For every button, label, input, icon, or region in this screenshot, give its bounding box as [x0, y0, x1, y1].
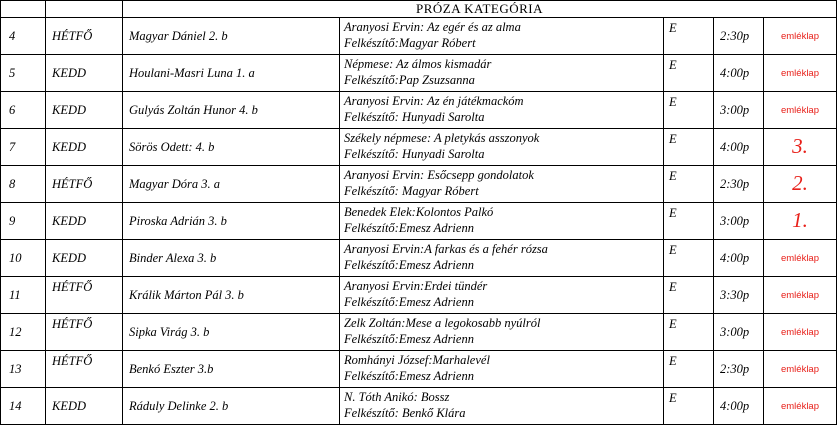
- category-code: E: [664, 240, 714, 277]
- teacher-name: Felkészítő: Benkő Klára: [344, 406, 466, 420]
- teacher-name: Felkészítő:Magyar Róbert: [344, 36, 476, 50]
- contestant-name: Benkó Eszter 3.b: [123, 351, 340, 388]
- piece-title: Székely népmese: A pletykás asszonyok: [344, 131, 540, 145]
- category-code: E: [664, 55, 714, 92]
- piece-cell: [340, 203, 664, 240]
- table-row: [1, 240, 837, 277]
- table-row: [1, 314, 837, 351]
- table-row: [1, 55, 837, 92]
- piece-title: Aranyosi Ervin: Az egér és az alma: [344, 20, 521, 34]
- performance-time: 4:00p: [714, 129, 764, 166]
- row-number: 8: [1, 166, 46, 203]
- teacher-name: Felkészítő:Pap Zsuzsanna: [344, 73, 475, 87]
- teacher-name: Felkészítő: Magyar Róbert: [344, 184, 479, 198]
- result-cell: [764, 240, 837, 277]
- performance-time: 3:00p: [714, 314, 764, 351]
- contestant-name: Ráduly Delinke 2. b: [123, 388, 340, 425]
- performance-time: 3:00p: [714, 92, 764, 129]
- row-number: 4: [1, 18, 46, 55]
- result-cell: [764, 92, 837, 129]
- table-row: [1, 166, 837, 203]
- performance-time: 3:00p: [714, 203, 764, 240]
- performance-time: 4:00p: [714, 388, 764, 425]
- category-code: E: [664, 388, 714, 425]
- category-code: E: [664, 166, 714, 203]
- contestant-name: Binder Alexa 3. b: [123, 240, 340, 277]
- teacher-name: Felkészítő: Hunyadi Sarolta: [344, 110, 485, 124]
- piece-cell: [340, 129, 664, 166]
- result-value: 1.: [792, 207, 808, 232]
- table-row: [1, 203, 837, 240]
- piece-cell: [340, 351, 664, 388]
- result-value: emléklap: [780, 31, 820, 42]
- header-empty-cell: [46, 1, 123, 18]
- row-number: 10: [1, 240, 46, 277]
- piece-title: Aranyosi Ervin:Erdei tündér: [344, 279, 488, 293]
- performance-day: KEDD: [46, 55, 123, 92]
- contestant-name: Králik Márton Pál 3. b: [123, 277, 340, 314]
- contestant-name: Sipka Virág 3. b: [123, 314, 340, 351]
- contestant-name: Houlani-Masri Luna 1. a: [123, 55, 340, 92]
- result-value: 3.: [792, 133, 808, 158]
- table-row: [1, 351, 837, 388]
- result-value: emléklap: [780, 253, 820, 264]
- result-cell: [764, 203, 837, 240]
- teacher-name: Felkészítő:Emesz Adrienn: [344, 369, 474, 383]
- performance-day: HÉTFŐ: [46, 277, 123, 314]
- result-cell: [764, 166, 837, 203]
- result-cell: [764, 351, 837, 388]
- category-code: E: [664, 18, 714, 55]
- teacher-name: Felkészítő:Emesz Adrienn: [344, 221, 474, 235]
- category-title: PRÓZA KATEGÓRIA: [123, 1, 837, 18]
- result-cell: [764, 18, 837, 55]
- piece-cell: [340, 166, 664, 203]
- piece-title: N. Tóth Anikó: Bossz: [344, 390, 450, 404]
- table-row: [1, 129, 837, 166]
- result-value: 2.: [792, 170, 808, 195]
- result-value: emléklap: [780, 290, 820, 301]
- performance-time: 3:30p: [714, 277, 764, 314]
- piece-title: Aranyosi Ervin: Esőcsepp gondolatok: [344, 168, 534, 182]
- piece-cell: [340, 55, 664, 92]
- result-value: emléklap: [780, 105, 820, 116]
- row-number: 11: [1, 277, 46, 314]
- category-code: E: [664, 314, 714, 351]
- row-number: 12: [1, 314, 46, 351]
- row-number: 6: [1, 92, 46, 129]
- performance-day: KEDD: [46, 129, 123, 166]
- row-number: 14: [1, 388, 46, 425]
- piece-cell: [340, 18, 664, 55]
- piece-title: Népmese: Az álmos kismadár: [344, 57, 492, 71]
- piece-title: Aranyosi Ervin:A farkas és a fehér rózsa: [344, 242, 548, 256]
- category-code: E: [664, 351, 714, 388]
- contestant-name: Sörös Odett: 4. b: [123, 129, 340, 166]
- result-cell: [764, 129, 837, 166]
- result-cell: [764, 55, 837, 92]
- row-number: 5: [1, 55, 46, 92]
- result-value: emléklap: [780, 401, 820, 412]
- performance-day: KEDD: [46, 203, 123, 240]
- performance-day: HÉTFŐ: [46, 166, 123, 203]
- performance-day: KEDD: [46, 92, 123, 129]
- piece-title: Romhányi József:Marhalevél: [344, 353, 490, 367]
- performance-day: HÉTFŐ: [46, 314, 123, 351]
- performance-day: HÉTFŐ: [46, 351, 123, 388]
- teacher-name: Felkészítő: Hunyadi Sarolta: [344, 147, 485, 161]
- table-row: [1, 18, 837, 55]
- piece-cell: [340, 92, 664, 129]
- contestant-name: Piroska Adrián 3. b: [123, 203, 340, 240]
- performance-time: 2:30p: [714, 166, 764, 203]
- category-code: E: [664, 277, 714, 314]
- table-row: [1, 388, 837, 425]
- header-empty-cell: [1, 1, 46, 18]
- result-value: emléklap: [780, 364, 820, 375]
- table-row: [1, 92, 837, 129]
- performance-day: HÉTFŐ: [46, 18, 123, 55]
- row-number: 9: [1, 203, 46, 240]
- category-code: E: [664, 92, 714, 129]
- result-cell: [764, 388, 837, 425]
- contestant-name: Gulyás Zoltán Hunor 4. b: [123, 92, 340, 129]
- performance-day: KEDD: [46, 240, 123, 277]
- category-code: E: [664, 203, 714, 240]
- teacher-name: Felkészítő:Emesz Adrienn: [344, 258, 474, 272]
- result-value: emléklap: [780, 327, 820, 338]
- result-cell: [764, 277, 837, 314]
- contestant-name: Magyar Dániel 2. b: [123, 18, 340, 55]
- result-cell: [764, 314, 837, 351]
- category-code: E: [664, 129, 714, 166]
- row-number: 7: [1, 129, 46, 166]
- row-number: 13: [1, 351, 46, 388]
- performance-time: 2:30p: [714, 18, 764, 55]
- piece-title: Aranyosi Ervin: Az én játékmackóm: [344, 94, 524, 108]
- piece-cell: [340, 240, 664, 277]
- piece-cell: [340, 314, 664, 351]
- piece-cell: [340, 277, 664, 314]
- performance-day: KEDD: [46, 388, 123, 425]
- teacher-name: Felkészítő:Emesz Adrienn: [344, 332, 474, 346]
- table-header-row: [1, 1, 837, 18]
- piece-title: Benedek Elek:Kolontos Palkó: [344, 205, 494, 219]
- piece-cell: [340, 388, 664, 425]
- performance-time: 4:00p: [714, 55, 764, 92]
- contestant-name: Magyar Dóra 3. a: [123, 166, 340, 203]
- performance-time: 4:00p: [714, 240, 764, 277]
- result-value: emléklap: [780, 68, 820, 79]
- piece-title: Zelk Zoltán:Mese a legokosabb nyúlról: [344, 316, 541, 330]
- teacher-name: Felkészítő:Emesz Adrienn: [344, 295, 474, 309]
- table-row: [1, 277, 837, 314]
- performance-time: 2:30p: [714, 351, 764, 388]
